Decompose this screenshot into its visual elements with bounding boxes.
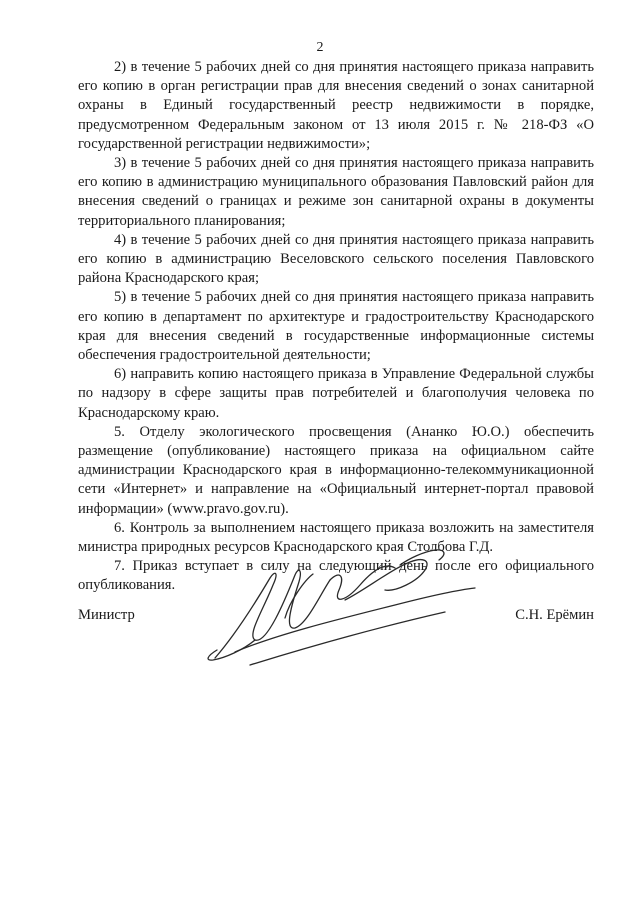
signatory-name: С.Н. Ерёмин <box>515 607 594 623</box>
paragraph-clause-6: 6. Контроль за выполнением настоящего приказа возложить на заместителя министра природных ресурсов Краснодарского края Столбова Г.Д. <box>78 519 594 556</box>
paragraph-item-4: 4) в течение 5 рабочих дней со дня принятия настоящего приказа направить его копию в администрацию Веселовского сельского поселения Павловского района Краснодарского края; <box>78 231 594 287</box>
paragraph-item-2: 2) в течение 5 рабочих дней со дня принятия настоящего приказа направить его копию в орган регистрации прав для внесения сведений о зонах санитарной охраны в Единый государственный реестр недвижимости в порядке, предусмотренном Федеральным законом от 13 июля 2015 г. № 218-ФЗ «О государственной регистрации недвижимости»; <box>78 59 594 152</box>
page-number: 2 <box>316 40 324 55</box>
paragraph-clause-7: 7. Приказ вступает в силу на следующий день после его официального опубликования. <box>78 558 594 594</box>
document-body <box>78 58 594 596</box>
paragraph-item-6: 6) направить копию настоящего приказа в Управление Федеральной службы по надзору в сфере защиты прав потребителей и благополучия человека по Краснодарскому краю. <box>78 366 594 421</box>
paragraph-item-5: 5) в течение 5 рабочих дней со дня принятия настоящего приказа направить его копию в департамент по архитектуре и градостроительству Краснодарского края для внесения сведений в государственные информационные системы обеспечения градостроительной деятельности; <box>78 289 594 364</box>
handwritten-signature <box>195 540 485 680</box>
paragraph-clause-5: 5. Отделу экологического просвещения (Ананко Ю.О.) обеспечить размещение (опубликование) настоящего приказа на официальном сайте администрации Краснодарского края в информационно-телекоммуникационной сети «Интернет» и направление на «Официальный интернет-портал правовой информации» (www.pravo.gov.ru). <box>78 423 594 517</box>
paragraph-item-3: 3) в течение 5 рабочих дней со дня принятия настоящего приказа направить его копию в администрацию муниципального образования Павловский район для внесения сведений о границах и режиме зон санитарной охраны в документы территориального планирования; <box>78 155 594 229</box>
signatory-title: Министр <box>78 607 135 623</box>
